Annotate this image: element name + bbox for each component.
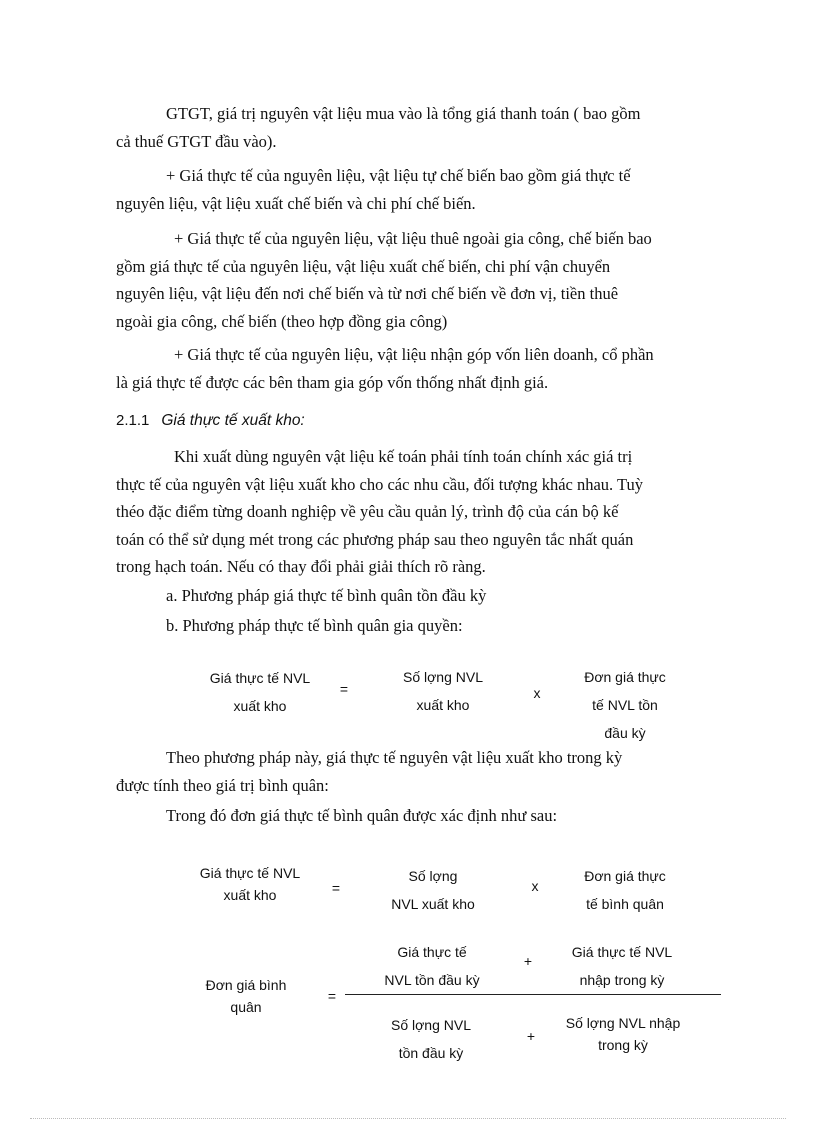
formula-text: tồn đầu kỳ [398,1045,464,1061]
text-line: gồm giá thực tế của nguyên liệu, vật liệu xuất chế biến, chi phí vận chuyển [116,256,611,276]
formula-text: Số lợng [408,868,458,884]
text-line: théo đặc điểm từng doanh nghiệp về yêu cầu quản lý, trình độ của cán bộ kế [116,502,619,521]
text-line: GTGT, giá trị nguyên vật liệu mua vào là tổng giá thanh toán ( bao gồm [166,104,641,123]
equals-sign: = [327,988,337,1004]
equals-sign: = [339,681,349,697]
paragraph-method [116,744,739,799]
text-line: + Giá thực tế của nguyên liệu, vật liệu tự chế biến bao gồm giá thực tế [166,166,631,185]
formula-lhs [180,862,320,906]
paragraph-joint-venture [116,341,739,396]
formula-text: Giá thực tế NVL [209,670,311,686]
formula-unit-price [565,862,685,918]
text-line: cả thuế GTGT đầu vào). [116,131,277,151]
text-line: được tính theo giá trị bình quân: [116,775,329,795]
section-heading [116,410,305,430]
equals-sign: = [331,880,341,896]
formula-text: NVL tồn đầu kỳ [384,972,480,988]
text-line: nguyên liệu, vật liệu xuất chế biến và chi phí chế biến. [116,193,476,213]
text-line: toán có thể sử dụng mét trong các phương pháp sau theo nguyên tắc nhất quán [116,529,634,549]
formula-text: trong kỳ [598,1037,648,1053]
formula-text: Đơn giá bình [205,977,287,993]
page-footer-divider [30,1118,786,1119]
text-line: là giá thực tế được các bên tham gia góp vốn thống nhất định giá. [116,372,549,392]
denominator-opening [366,1011,496,1067]
formula-text: nhập trong kỳ [579,972,665,988]
formula-text: tế bình quân [586,896,664,912]
plus-sign: + [523,953,533,969]
paragraph-self-processed [116,162,739,217]
formula-text: Đơn giá thực [584,868,666,884]
formula-text: xuất kho [233,698,287,714]
denominator-purchases [548,1012,698,1056]
section-title: Giá thực tế xuất kho: [161,412,305,429]
formula-text: Số lợng NVL [390,1017,471,1033]
paragraph-gtgt [116,100,739,155]
formula-text: tế NVL tồn [592,697,658,713]
paragraph-outsourced [116,225,739,335]
text-line: + Giá thực tế của nguyên liệu, vật liệu nhận góp vốn liên doanh, cổ phần [174,345,654,364]
numerator-purchases [552,938,692,994]
text-line: Theo phương pháp này, giá thực tế nguyên vật liệu xuất kho trong kỳ [166,748,623,767]
formula-lhs [190,664,330,720]
formula-text: Số lợng NVL [402,669,483,685]
formula-text: xuất kho [223,887,277,903]
formula-unit-price [565,663,685,747]
formula-quantity [378,663,508,719]
formula-text: Giá thực tế NVL [199,865,301,881]
text-line: Trong đó đơn giá thực tế bình quân được xác định như sau: [166,806,558,825]
formula-text: quân [230,999,262,1015]
paragraph-average-price [116,802,739,830]
times-sign: x [531,878,539,894]
text-line: thực tế của nguyên vật liệu xuất kho cho các nhu cầu, đối tượng khác nhau. Tuỳ [116,474,643,494]
formula-text: Giá thực tế NVL [571,944,673,960]
formula-text: đầu kỳ [604,725,646,741]
text-line: Khi xuất dùng nguyên vật liệu kế toán phải tính toán chính xác giá trị [174,447,633,466]
formula-text: Đơn giá thực [584,669,666,685]
text-line: + Giá thực tế của nguyên liệu, vật liệu thuê ngoài gia công, chế biến bao [174,229,652,248]
list-item-b: b. Phương pháp thực tế bình quân gia quyền: [166,616,463,635]
formula-text: Giá thực tế [397,944,467,960]
text-line: ngoài gia công, chế biến (theo hợp đồng gia công) [116,311,448,331]
plus-sign: + [526,1028,536,1044]
formula-text: NVL xuất kho [391,896,475,912]
paragraph-export [116,443,739,581]
formula-quantity [368,862,498,918]
text-line: nguyên liệu, vật liệu đến nơi chế biến và từ nơi chế biến về đơn vị, tiền thuê [116,284,619,303]
times-sign: x [533,685,541,701]
formula-text: xuất kho [416,697,470,713]
list-item-a: a. Phương pháp giá thực tế bình quân tồn đầu kỳ [166,586,487,605]
text-line: trong hạch toán. Nếu có thay đổi phải giải thích rõ ràng. [116,557,486,576]
fraction-bar [345,994,721,995]
numerator-opening [362,938,502,994]
formula-lhs [186,974,306,1018]
formula-text: Số lợng NVL nhập [565,1015,681,1031]
section-number: 2.1.1 [116,412,150,429]
